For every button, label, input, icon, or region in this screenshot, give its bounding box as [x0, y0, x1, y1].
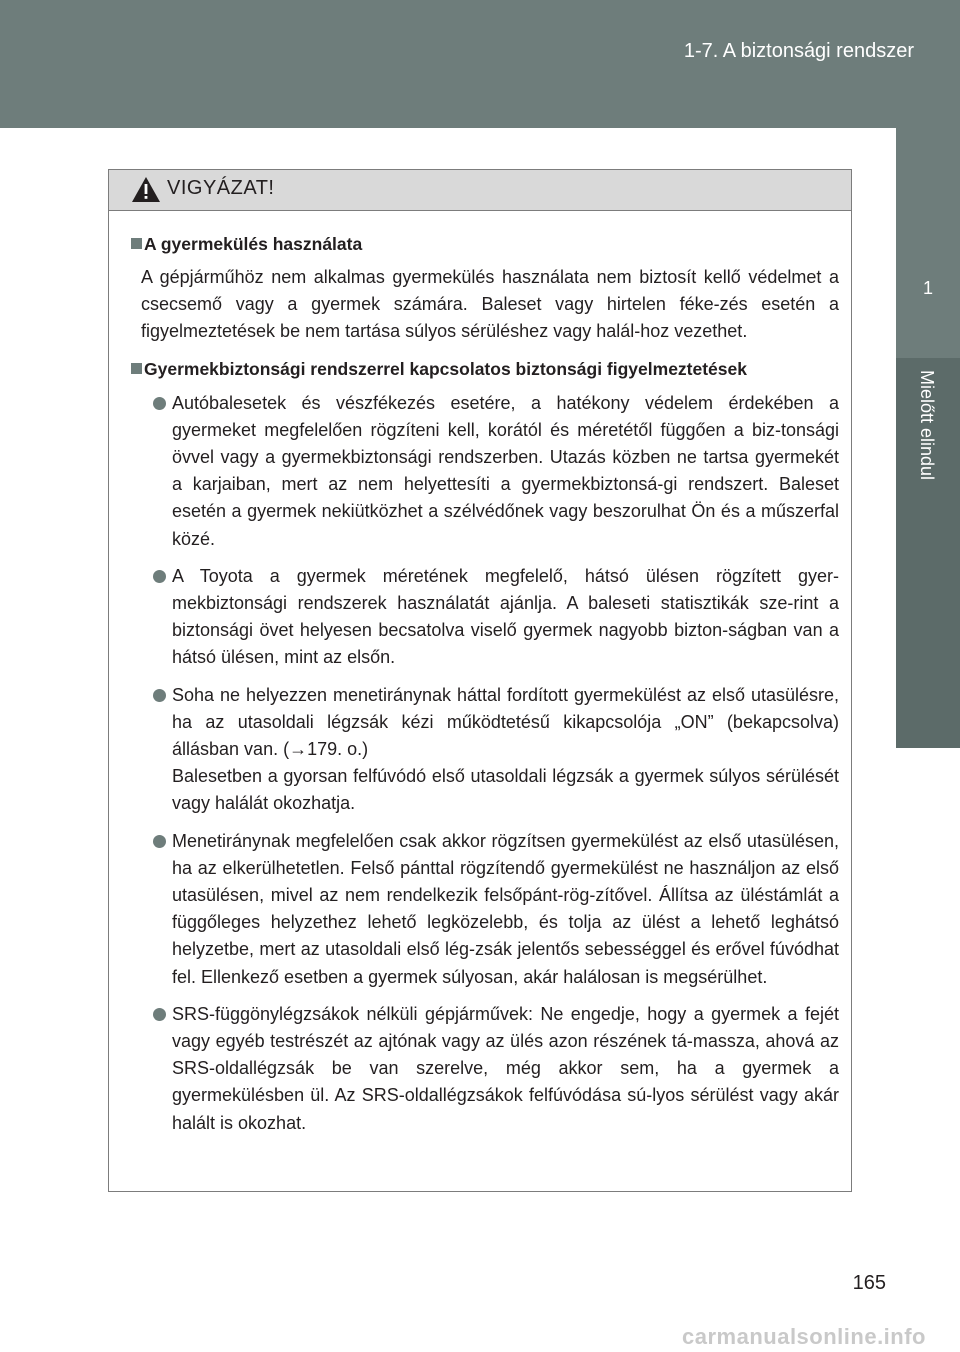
- warning-body: [109, 211, 851, 1137]
- chapter-number-tab: [896, 128, 960, 358]
- watermark: carmanualsonline.info: [682, 1324, 926, 1349]
- list-item-text: A Toyota a gyermek méretének megfelelő, hátsó ülésen rögzített gyer-mekbiztonsági rendszerek használatát ajánlja. A baleseti statisztikák sze-rint a biztonsági övet helyesen becsatolva viselő gyermek nagyobb bizton-ságban van a hátsó ülésen, mint az elsőn.: [172, 565, 839, 668]
- list-item: [131, 390, 839, 553]
- warning-box: [108, 169, 852, 1192]
- list-item: [131, 563, 839, 672]
- bullet-list: [131, 390, 839, 1137]
- list-item-text: SRS-függönylégzsákok nélküli gépjárművek: Ne engedje, hogy a gyermek a fejét vagy egyéb testrészét az ajtónak vagy az ülés azon részének tá-massza, ahová az SRS-oldallégzsák be van szerelve, még akkor sem, ha a gyermek a gyermekülésben ül. Az SRS-oldallégzsákok felfúvódása sú-lyos sérülést vagy akár halált is okozhat.: [172, 1003, 839, 1133]
- section-heading: A gyermekülés használata: [131, 231, 839, 257]
- warning-triangle-icon: [131, 176, 161, 203]
- chapter-label: Mielőtt elindul: [917, 370, 937, 481]
- list-item: [131, 828, 839, 991]
- list-item-text: Soha ne helyezzen menetiránynak háttal fordított gyermekülést az első utasülésre, ha az utasoldali légzsák kézi működtetésű kikapcsolója „ON” (bekapcsolva) állásban van. (→179. o.): [172, 684, 839, 760]
- list-item-text: Balesetben a gyorsan felfúvódó első utasoldali légzsák a gyermek súlyos sérülését vagy halálát okozhatja.: [172, 766, 839, 814]
- chapter-number: 1: [922, 278, 933, 298]
- list-item-text: Menetiránynak megfelelően csak akkor rögzítsen gyermekülést az első utasülésen, ha az elkerülhetetlen. Felső pánttal rögzítendő gyermekülést ne használjon az első utasülésen, mivel az nem rendelkezik felsőpánt-rög-zítővel. Állítsa az üléstámlát a függőleges helyzethez lehető legközelebb, és tolja az ülést a lehető leghátsó helyzetbe, mert az utasoldali első lég-zsák jelentős sebességgel és erővel fúvódhat fel. Ellenkező esetben a gyermek súlyosan, akár halálosan is megsérülhet.: [172, 830, 839, 987]
- page-header: [0, 0, 960, 128]
- section-title: 1-7. A biztonsági rendszer: [683, 40, 914, 62]
- list-item: [131, 682, 839, 818]
- warning-header: [109, 170, 851, 211]
- warning-title: VIGYÁZAT!: [167, 177, 275, 199]
- page-number: 165: [852, 1272, 886, 1294]
- list-item-text: Autóbalesetek és vészfékezés esetére, a hatékony védelem érdekében a gyermeket megfelelően rögzíteni kell, korától és méretétől függően a biz-tonsági övvel vagy a gyermekbiztonsági rendszerben. Utazás közben ne tartsa gyermekét a karjaiban, mert az nem helyettesíti a gyermekbiztonsá-gi rendszert. Baleset esetén a gyermek nekiütközhet a szélvédőnek vagy beszorulhat Ön és a műszerfal közé.: [172, 392, 839, 549]
- chapter-label-tab: [896, 358, 960, 748]
- section-paragraph: A gépjárműhöz nem alkalmas gyermekülés használata nem biztosít kellő védelmet a csecsemő vagy a gyermek számára. Baleset vagy hirtelen féke-zés esetén a figyelmeztetések be nem tartása súlyos sérüléshez vagy halál-hoz vezethet.: [141, 267, 839, 342]
- section-heading: Gyermekbiztonsági rendszerrel kapcsolatos biztonsági figyelmeztetések: [131, 356, 839, 382]
- list-item: [131, 1001, 839, 1137]
